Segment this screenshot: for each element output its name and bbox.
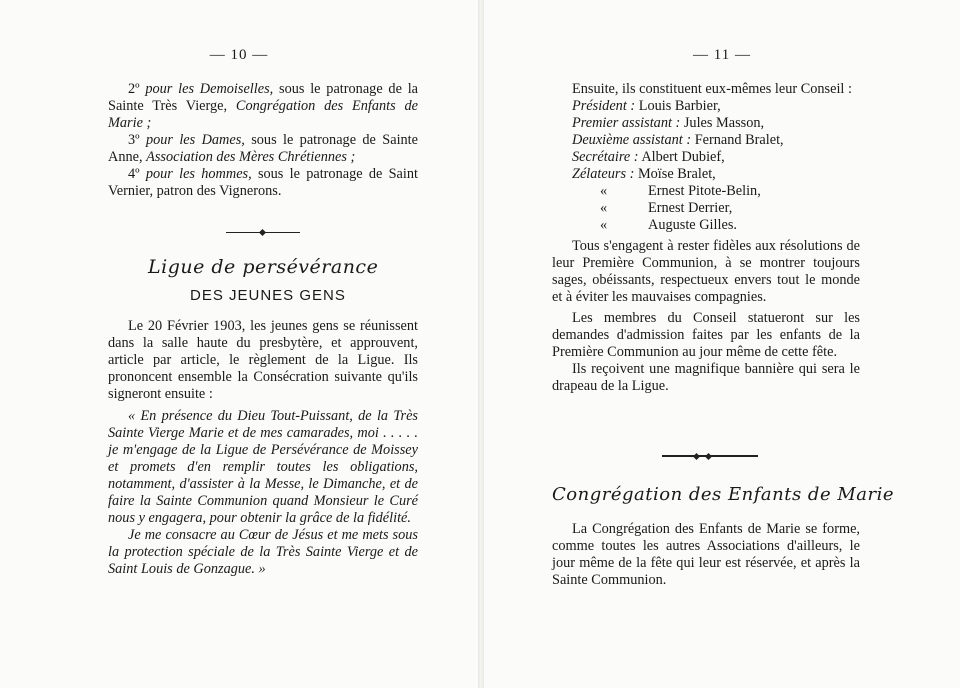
right-page-number: — 11 — (693, 47, 751, 63)
council-member: Secrétaire : Albert Dubief, (572, 149, 725, 165)
council-member: « Auguste Gilles. (600, 217, 737, 233)
ornamental-divider (662, 452, 758, 462)
congregation-paragraph: La Congrégation des Enfants de Marie se forme, comme toutes les autres Associations d'ailleurs, le jour même de la fête qui leur est réservée, et après la Sainte Communion. (552, 521, 860, 588)
ligue-paragraph: Le 20 Février 1903, les jeunes gens se réunissent dans la salle haute du presbytère, et approuvent, article par article, le règlement de la Ligue. Ils prononcent ensemble la Consécration suivante qu'ils signeront ensuite : (108, 318, 418, 402)
council-list (572, 98, 860, 234)
banner-paragraph: Ils reçoivent une magnifique bannière qui sera le drapeau de la Ligue. (552, 361, 860, 394)
consecration-quote: « En présence du Dieu Tout-Puissant, de la Très Sainte Vierge Marie et de mes camarades, moi . . . . . je m'engage de la Ligue de Persévérance de Moissey et promets d'en remplir toutes les obligations, notamment, d'assister à la Messe, le Dimanche, et de faire la Sainte Communion quand Monsieur le Curé nous y engagera, pour obtenir la grâce de la fidélité. (108, 408, 418, 526)
list-item-hommes: 4º pour les hommes, sous le patronage de Saint Vernier, patron des Vignerons. (108, 166, 418, 199)
council-member: Président : Louis Barbier, (572, 98, 721, 114)
left-page-number: — 10 — (209, 47, 269, 63)
engagement-paragraph: Tous s'engagent à rester fidèles aux résolutions de leur Première Communion, à se montrer toujours sages, obéissants, respectueux envers tout le monde et à éviter les mauvaises compagnies. (552, 238, 860, 305)
consecration-quote-end: Je me consacre au Cœur de Jésus et me mets sous la protection spéciale de la Très Sainte Vierge et de Saint Louis de Gonzague. » (108, 527, 418, 577)
section-subtitle-jeunes-gens: DES JEUNES GENS (190, 287, 346, 304)
list-item-dames: 3º pour les Dames, sous le patronage de Sainte Anne, Association des Mères Chrétiennes ; (108, 132, 419, 165)
congregation-body (552, 521, 860, 589)
admission-paragraph: Les membres du Conseil statueront sur les demandes d'admission faites par les enfants de la Première Communion au jour même de cette fête. (552, 310, 860, 360)
left-page (0, 0, 478, 688)
council-member: Deuxième assistant : Fernand Bralet, (572, 132, 784, 148)
council-member: « Ernest Derrier, (600, 200, 733, 216)
council-member: Premier assistant : Jules Masson, (572, 115, 765, 131)
council-section (552, 81, 860, 395)
ornamental-divider (226, 228, 300, 238)
council-member: « Ernest Pitote-Belin, (600, 183, 761, 199)
left-list (108, 81, 418, 200)
section-title-congregation: Congrégation des Enfants de Marie (552, 484, 894, 505)
council-member: Zélateurs : Moïse Bralet, (572, 166, 716, 182)
council-intro: Ensuite, ils constituent eux-mêmes leur Conseil : (572, 81, 852, 97)
right-page (484, 0, 960, 688)
ligue-body (108, 318, 418, 578)
list-item-demoiselles: 2º pour les Demoiselles, sous le patronage de la Sainte Très Vierge, Congrégation des Enfants de Marie ; (108, 81, 419, 131)
section-title-ligue: Ligue de persévérance (148, 256, 379, 278)
